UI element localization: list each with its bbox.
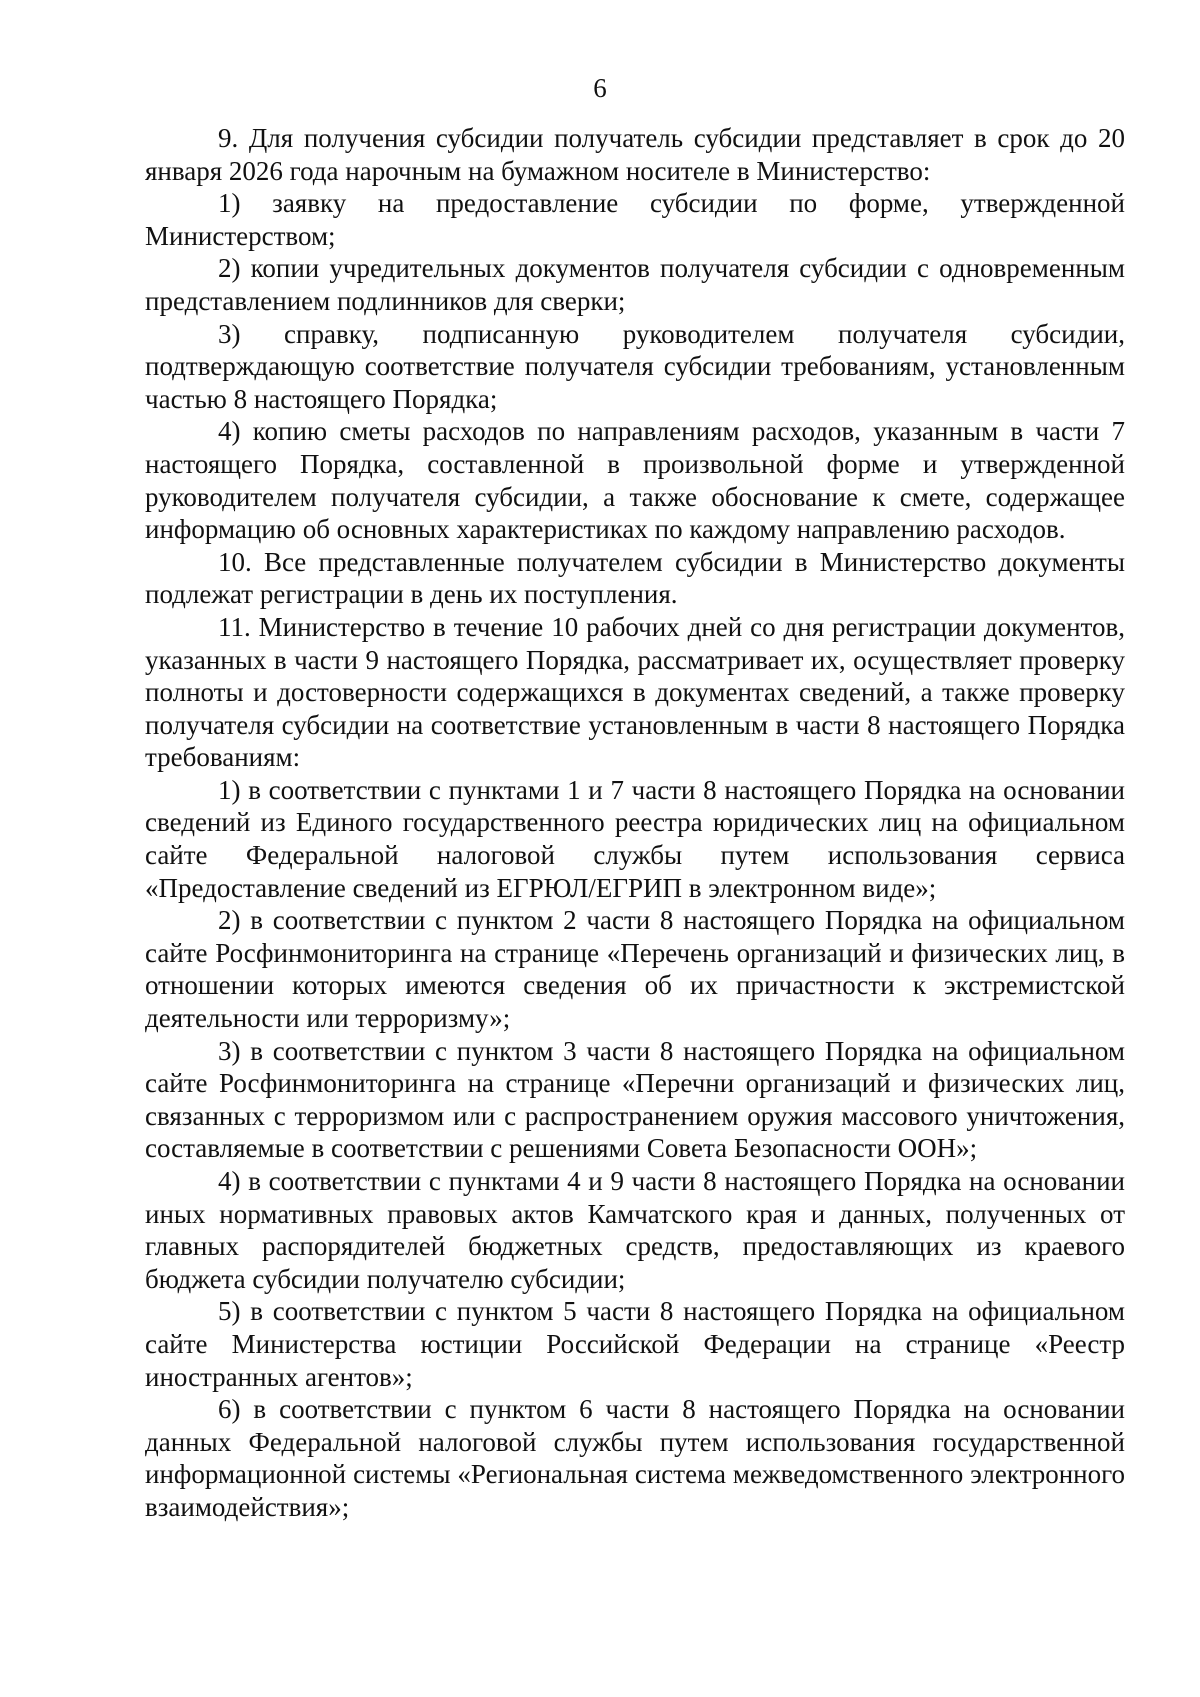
paragraph-11-item-3: 3) в соответствии с пунктом 3 части 8 настоящего Порядка на официальном сайте Росфинмониторинга на странице «Перечни организаций и физических лиц, связанных с терроризмом или с распространением оружия массового уничтожения, составляемые в соответствии с решениями Совета Безопасности ООН»; [145,1035,1125,1164]
paragraph-10: 10. Все представленные получателем субсидии в Министерство документы подлежат регистрации в день их поступления. [145,546,1125,610]
paragraph-9-item-2: 2) копии учредительных документов получателя субсидии с одновременным представлением подлинников для сверки; [145,253,1125,316]
paragraph-11-item-5: 5) в соответствии с пунктом 5 части 8 настоящего Порядка на официальном сайте Министерства юстиции Российской Федерации на странице «Реестр иностранных агентов»; [145,1296,1125,1392]
paragraph-9-item-3: 3) справку, подписанную руководителем получателя субсидии, подтверждающую соответствие получателя субсидии требованиям, установленным частью 8 настоящего Порядка; [145,318,1125,414]
document-body [145,122,1125,1524]
paragraph-11-item-4: 4) в соответствии с пунктами 4 и 9 части 8 настоящего Порядка на основании иных нормативных правовых актов Камчатского края и данных, полученных от главных распорядителей бюджетных средств, предоставляющих из краевого бюджета субсидии получателю субсидии; [145,1166,1125,1294]
paragraph-11-item-2: 2) в соответствии с пунктом 2 части 8 настоящего Порядка на официальном сайте Росфинмониторинга на странице «Перечень организаций и физических лиц, в отношении которых имеются сведения об их причастности к экстремистской деятельности или терроризму»; [145,905,1125,1034]
page-number: 6 [593,73,607,103]
paragraph-9-item-1: 1) заявку на предоставление субсидии по форме, утвержденной Министерством; [145,188,1125,251]
paragraph-11-item-1: 1) в соответствии с пунктами 1 и 7 части 8 настоящего Порядка на основании сведений из Единого государственного реестра юридических лиц на официальном сайте Федеральной налоговой службы путем использования сервиса «Предоставление сведений из ЕГРЮЛ/ЕГРИП в электронном виде»; [145,774,1125,903]
paragraph-9-item-4: 4) копию сметы расходов по направлениям расходов, указанным в части 7 настоящего Порядка, составленной в произвольной форме и утвержденной руководителем получателя субсидии, а также обоснование к смете, содержащее информацию об основных характеристиках по каждому направлению расходов. [145,416,1125,545]
paragraph-9-intro: 9. Для получения субсидии получатель субсидии представляет в срок до 20 января 2026 года нарочным на бумажном носителе в Министерство: [145,123,1125,186]
paragraph-11-item-6: 6) в соответствии с пунктом 6 части 8 настоящего Порядка на основании данных Федеральной налоговой службы путем использования государственной информационной системы «Региональная система межведомственного электронного взаимодействия»; [145,1394,1125,1522]
paragraph-11-intro: 11. Министерство в течение 10 рабочих дней со дня регистрации документов, указанных в части 9 настоящего Порядка, рассматривает их, осуществляет проверку полноты и достоверности содержащихся в документах сведений, а также проверку получателя субсидии на соответствие установленным в части 8 настоящего Порядка требованиям: [145,611,1125,773]
